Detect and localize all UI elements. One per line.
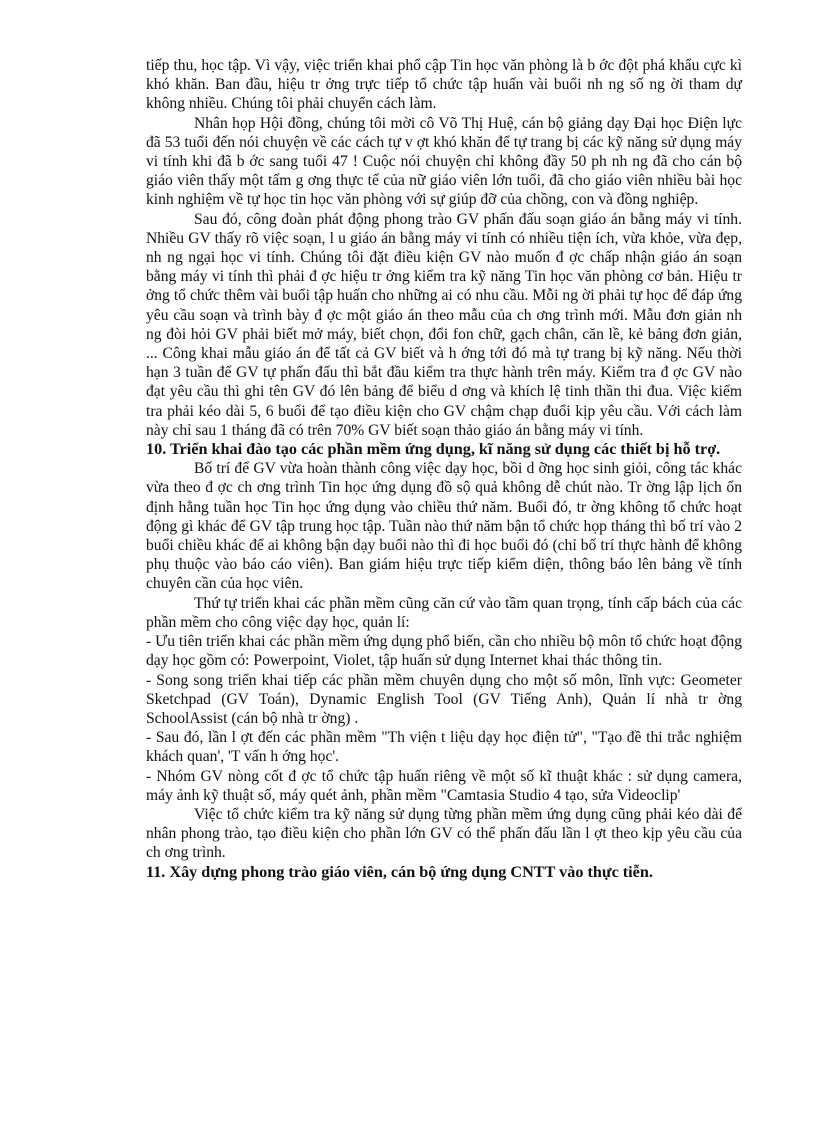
- paragraph-software-order: Thứ tự triển khai các phần mềm cũng căn cứ vào tầm quan trọng, tính cấp bách của các phần mềm cho công việc dạy học, quản lí:: [146, 594, 742, 631]
- paragraph-intro: tiếp thu, học tập. Vì vậy, việc triển khai phổ cập Tin học văn phòng là b ớc đột phá khẩu cực kì khó khăn. Ban đầu, hiệu tr ởng trực tiếp tổ chức tập huấn vài buổi nh ng số ng ời tham dự không nhiều. Chúng tôi phải chuyển cách làm.: [146, 57, 742, 113]
- bullet-library-software: - Sau đó, lần l ợt đến các phần mềm "Th viện t liệu dạy học điện tử", "Tạo đề thi trắc nghiệm khách quan', 'T vấn h ớng học'.: [146, 729, 742, 766]
- document-page: [146, 56, 742, 882]
- section-heading-11: 11. Xây dựng phong trào giáo viên, cán bộ ứng dụng CNTT vào thực tiễn.: [146, 862, 653, 881]
- bullet-common-software: - Ưu tiên triển khai các phần mềm ứng dụng phổ biến, cần cho nhiều bộ môn tổ chức hoạt động dạy học gồm có: Powerpoint, Violet, tập huấn sử dụng Internet khai thác thông tin.: [146, 633, 742, 670]
- paragraph-skill-testing: Việc tổ chức kiểm tra kỹ năng sử dụng từng phần mềm ứng dụng cũng phải kéo dài để nhân phong trào, tạo điều kiện cho phần lớn GV có thể phấn đấu lần l ợt theo kịp yêu cầu của ch ơng trình.: [146, 805, 742, 862]
- bullet-core-group: - Nhóm GV nòng cốt đ ợc tổ chức tập huấn riêng về một số kĩ thuật khác : sử dụng camera, máy ảnh kỹ thuật số, máy quét ảnh, phần mềm "Camtasia Studio 4 tạo, sửa Videoclip': [146, 767, 742, 804]
- section-heading-10: 10. Triển khai đào tạo các phần mềm ứng dụng, kĩ năng sử dụng các thiết bị hỗ trợ.: [146, 440, 721, 459]
- bullet-specialized-software: - Song song triển khai tiếp các phần mềm chuyên dụng cho một số môn, lĩnh vực: Geometer Sketchpad (GV Toán), Dynamic English Tool (GV Tiếng Anh), Quản lí nhà tr ờng SchoolAssist (cán bộ nhà tr ờng) .: [146, 671, 742, 727]
- paragraph-union-campaign: Sau đó, công đoàn phát động phong trào GV phấn đấu soạn giáo án bằng máy vi tính. Nhiều GV thấy rõ việc soạn, l u giáo án bằng máy vi tính có nhiều tiện ích, vừa khỏe, vừa đẹp, nh ng ngại học vi tính. Chúng tôi đặt điều kiện GV nào muốn đ ợc chấp nhận giáo án soạn bằng máy vi tính thì phải đ ợc hiệu tr ởng kiểm tra kỹ năng Tin học văn phòng cơ bản. Hiệu tr ởng tổ chức thêm vài buổi tập huấn cho những ai có nhu cầu. Mỗi ng ời phải tự học để đáp ứng yêu cầu soạn và trình bày đ ợc một giáo án theo mẫu của ch ơng trình mới. Mẫu đơn giản nh ng đòi hỏi GV phải biết mở máy, biết chọn, đổi fon chữ, gạch chân, căn lề, kẻ bảng đơn giản, ... Công khai mẫu giáo án để tất cả GV biết và h ớng tới đó mà tự trang bị kỹ năng. Nếu thời hạn 3 tuần để GV tự phấn đấu thì bắt đầu kiểm tra thực hành trên máy. Kiểm tra đ ợc GV nào đạt yêu cầu thì ghi tên GV đó lên bảng để biểu d ơng và khích lệ tinh thần thi đua. Việc kiểm tra phải kéo dài 5, 6 buổi để tạo điều kiện cho GV chậm chạp đuổi kịp yêu cầu. Với cách làm này chỉ sau 1 tháng đã có trên 70% GV biết soạn thảo giáo án bằng máy vi tính.: [146, 210, 742, 439]
- paragraph-schedule: Bố trí để GV vừa hoàn thành công việc dạy học, bồi d ỡng học sinh giỏi, công tác khác vừa theo đ ợc ch ơng trình Tin học ứng dụng đồ sộ quả không dễ chút nào. Tr ờng lập lịch ổn định hằng tuần học Tin học ứng dụng vào chiều thứ năm. Buổi đó, tr ờng không tổ chức hoạt động gì khác để GV tập trung học tập. Tuần nào thứ năm bận tổ chức họp tháng thì bố trí vào 2 buổi chiều khác để ai không bận dạy buổi nào thì đi học buổi đó (chỉ bố trí thực hành để không phụ thuộc vào báo cáo viên). Ban giám hiệu trực tiếp kiểm diện, thông báo lên bảng về tính chuyên cần của học viên.: [146, 460, 742, 593]
- paragraph-council-meeting: Nhân họp Hội đồng, chúng tôi mời cô Võ Thị Huệ, cán bộ giảng dạy Đại học Điện lực đã 53 tuổi đến nói chuyện về các cách tự v ợt khó khăn để tự trang bị các kỹ năng sử dụng máy vi tính khi đã b ớc sang tuổi 47 ! Cuộc nói chuyện chỉ không đầy 50 ph nh ng đã cho cán bộ giáo viên thấy một tấm g ơng thực tế của nữ giáo viên lớn tuổi, đã cho giáo viên nhiều bài học kinh nghiệm về tự học tin học văn phòng với sự giúp đỡ của chồng, con và đồng nghiệp.: [146, 114, 742, 209]
